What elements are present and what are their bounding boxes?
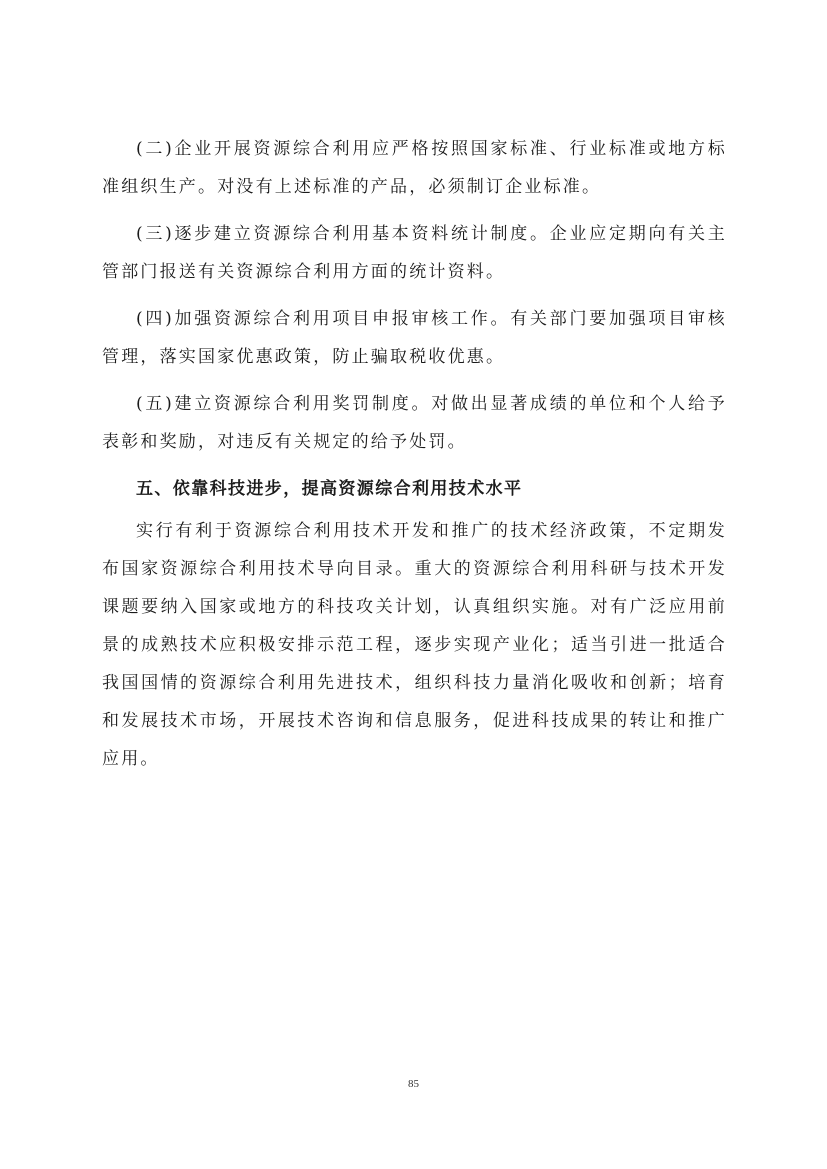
paragraph-item-3: (三)逐步建立资源综合利用基本资料统计制度。企业应定期向有关主管部门报送有关资源综合利用方面的统计资料。 [102,224,727,282]
section-body-paragraph: 实行有利于资源综合利用技术开发和推广的技术经济政策，不定期发布国家资源综合利用技术导向目录。重大的资源综合利用科研与技术开发课题要纳入国家或地方的科技攻关计划，认真组织实施。对有广泛应用前景的成熟技术应积极安排示范工程，逐步实现产业化；适当引进一批适合我国国情的资源综合利用先进技术，组织科技力量消化吸收和创新；培育和发展技术市场，开展技术咨询和信息服务，促进科技成果的转让和推广应用。 [102,521,727,769]
paragraph-item-5: (五)建立资源综合利用奖罚制度。对做出显著成绩的单位和个人给予表彰和奖励，对违反有关规定的给予处罚。 [102,394,727,452]
paragraph-item-4: (四)加强资源综合利用项目申报审核工作。有关部门要加强项目审核管理，落实国家优惠政策，防止骗取税收优惠。 [102,309,727,367]
page-number: 85 [408,1078,419,1090]
paragraph-item-2: (二)企业开展资源综合利用应严格按照国家标准、行业标准或地方标准组织生产。对没有上述标准的产品，必须制订企业标准。 [102,139,727,197]
document-page [102,130,727,787]
section-heading: 五、依靠科技进步，提高资源综合利用技术水平 [136,479,523,499]
